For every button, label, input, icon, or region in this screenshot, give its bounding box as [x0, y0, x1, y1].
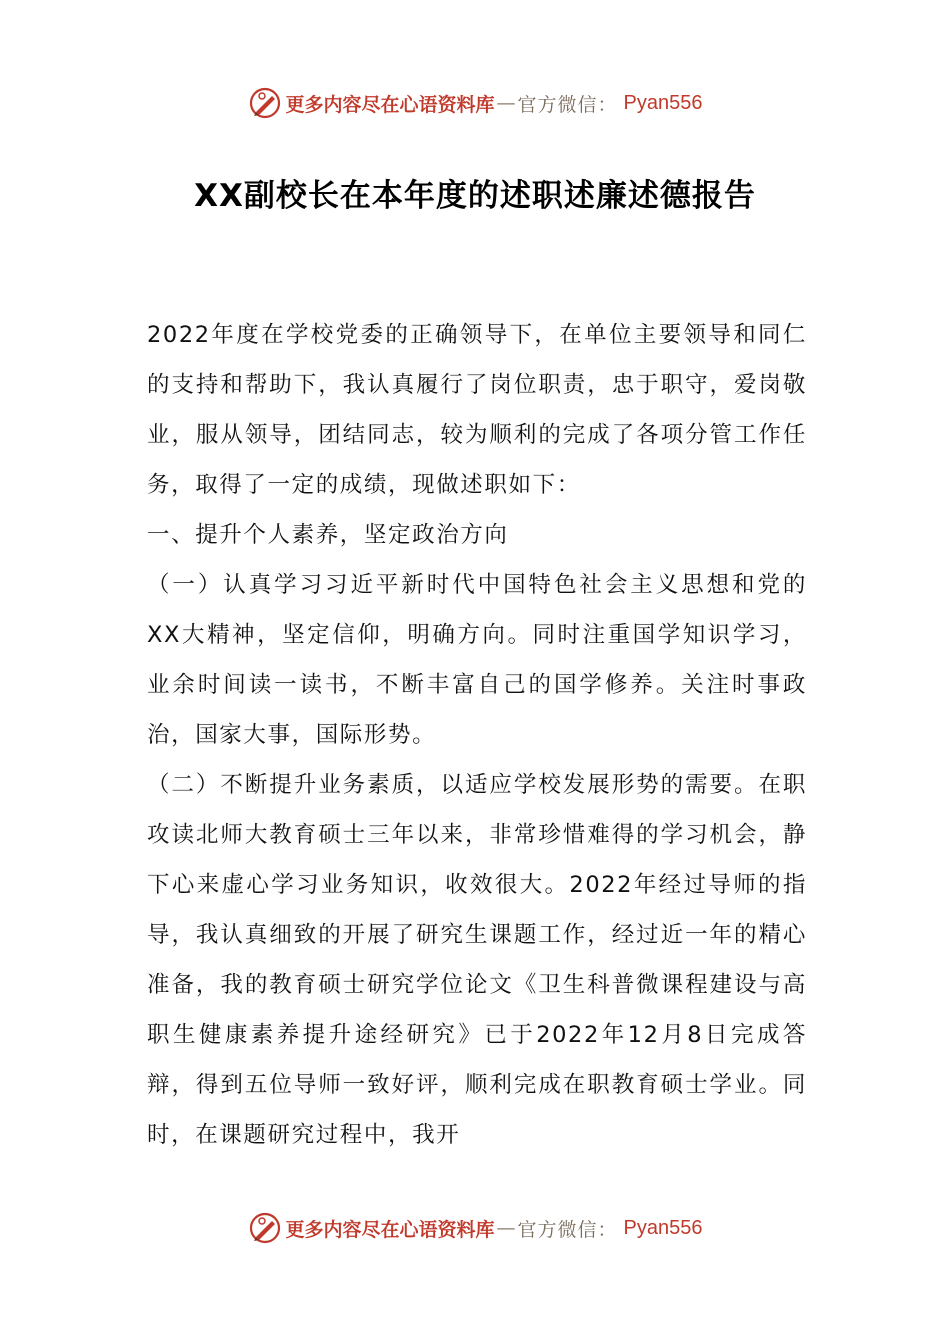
document-body	[147, 310, 807, 1160]
watermark-official: 官方微信：	[517, 93, 618, 116]
paragraph-subsection-1: （一）认真学习习近平新时代中国特色社会主义思想和党的XX大精神，坚定信仰，明确方向。同时注重国学知识学习，业余时间读一读书，不断丰富自己的国学修养。关注时事政治，国家大事，国际形势。	[147, 572, 807, 748]
section-heading-1: 一、提升个人素养，坚定政治方向	[147, 522, 509, 548]
watermark-dash: —	[496, 92, 516, 114]
pen-logo-icon	[248, 1211, 282, 1245]
watermark-dash: —	[496, 1217, 516, 1239]
watermark-brand: 更多内容尽在心语资料库	[285, 93, 495, 116]
paragraph-intro: 2022年度在学校党委的正确领导下，在单位主要领导和同仁的支持和帮助下，我认真履行了岗位职责，忠于职守，爱岗敬业，服从领导，团结同志，较为顺利的完成了各项分管工作任务，取得了一定的成绩，现做述职如下：	[147, 322, 807, 498]
watermark-brand: 更多内容尽在心语资料库	[285, 1218, 495, 1241]
document-title: XX副校长在本年度的述职述廉述德报告	[194, 178, 756, 214]
paragraph-subsection-2: （二）不断提升业务素质，以适应学校发展形势的需要。在职攻读北师大教育硕士三年以来，非常珍惜难得的学习机会，静下心来虚心学习业务知识，收效很大。2022年经过导师的指导，我认真细致的开展了研究生课题工作，经过近一年的精心准备，我的教育硕士研究学位论文《卫生科普微课程建设与高职生健康素养提升途经研究》已于2022年12月8日完成答辩，得到五位导师一致好评，顺利完成在职教育硕士学业。同时，在课题研究过程中，我开	[147, 772, 807, 1148]
pen-logo-icon	[248, 86, 282, 120]
watermark-header	[0, 83, 950, 123]
watermark-wechat-id: Pyan556	[623, 1216, 703, 1239]
watermark-wechat-id: Pyan556	[623, 91, 703, 114]
watermark-official: 官方微信：	[517, 1218, 618, 1241]
watermark-footer	[0, 1208, 950, 1248]
